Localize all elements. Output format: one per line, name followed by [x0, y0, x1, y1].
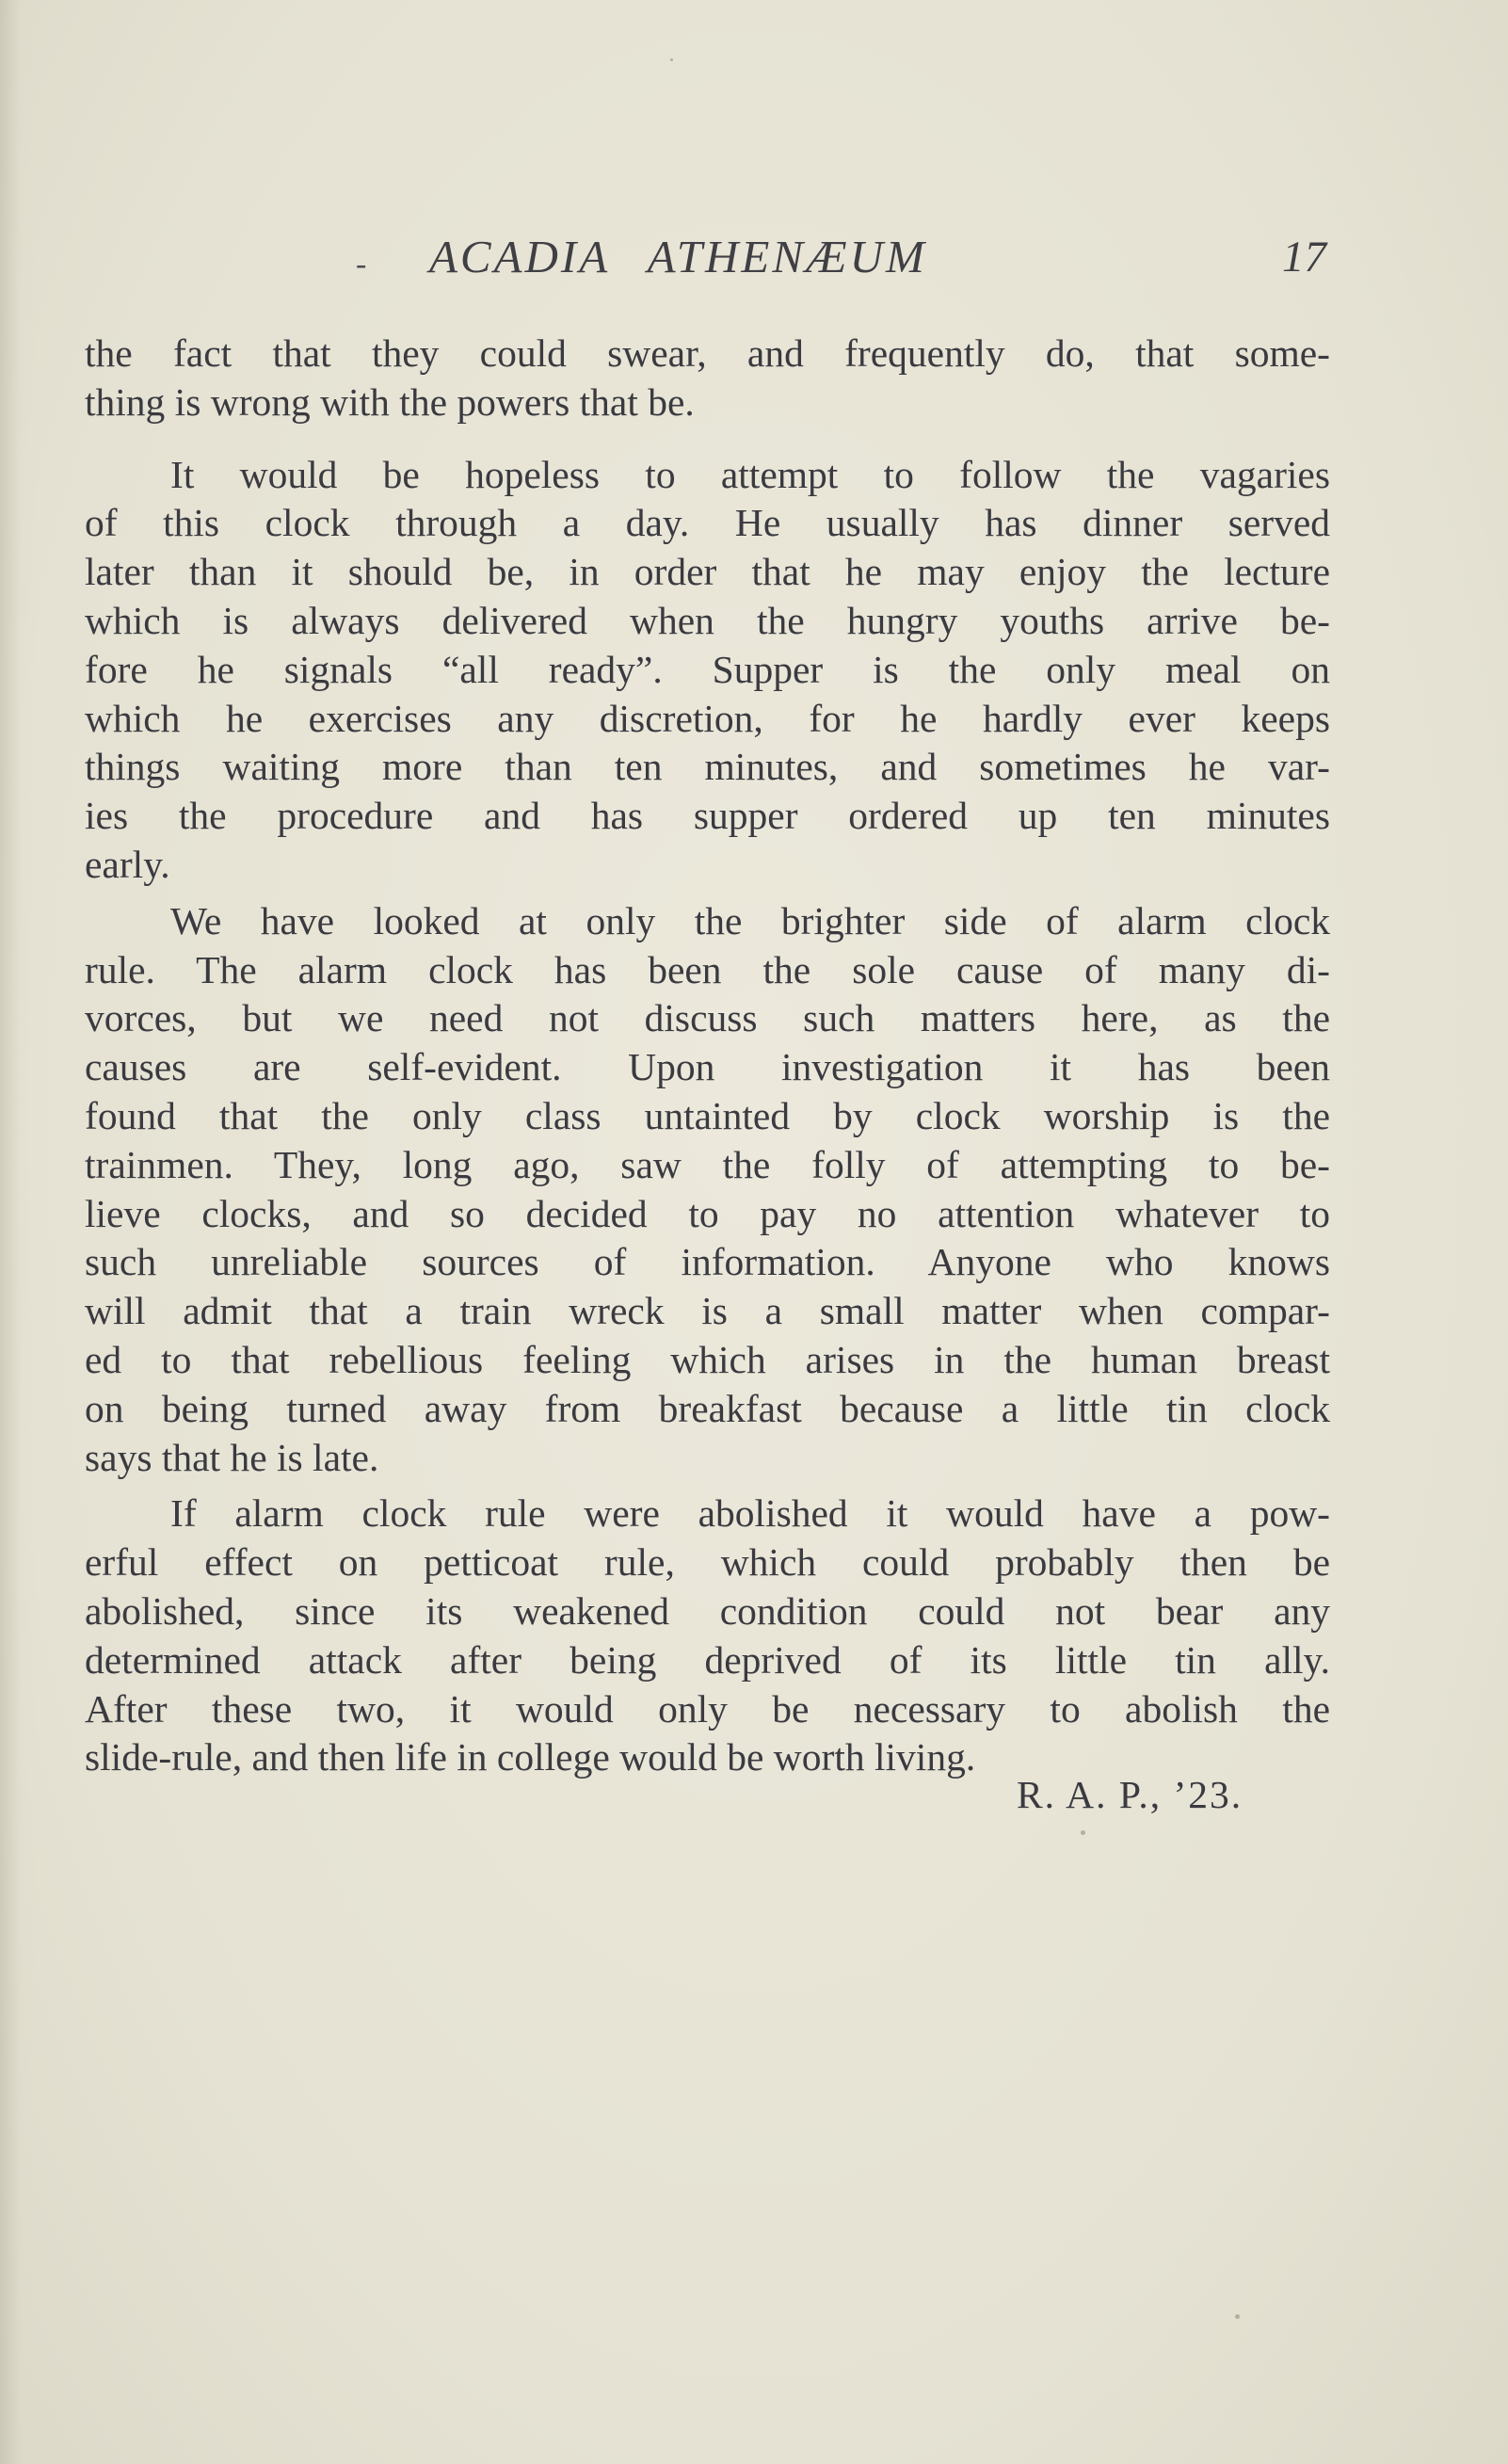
paper-speck: [1081, 1830, 1085, 1835]
text-line: things waiting more than ten minutes, and sometimes he var-: [85, 745, 1330, 789]
text-line: determined attack after being deprived of its little tin ally.: [85, 1637, 1330, 1682]
header-dash: -: [356, 247, 367, 282]
text-line: found that the only class untainted by clock worship is the: [85, 1093, 1330, 1137]
running-title: ACADIA ATHENÆUM: [429, 231, 927, 282]
text-line: We have looked at only the brighter side of alarm clock: [170, 898, 1330, 942]
text-line: abolished, since its weakened condition could not bear any: [85, 1588, 1330, 1633]
text-line: rule. The alarm clock has been the sole cause of many di-: [85, 947, 1330, 991]
text-line: ies the procedure and has supper ordered up ten minutes: [85, 794, 1330, 838]
page-number: 17: [1282, 233, 1326, 282]
text-line: lieve clocks, and so decided to pay no attention whatever to: [85, 1191, 1330, 1235]
text-line: trainmen. They, long ago, saw the folly of attempting to be-: [85, 1142, 1330, 1186]
text-line: causes are self-evident. Upon investigation it has been: [85, 1045, 1330, 1089]
text-line: later than it should be, in order that he may enjoy the lecture: [85, 550, 1330, 594]
text-line: which is always delivered when the hungry youths arrive be-: [85, 598, 1330, 642]
text-line: It would be hopeless to attempt to follow the vagaries: [170, 452, 1330, 496]
text-line: After these two, it would only be necessary to abolish the: [85, 1686, 1330, 1731]
page-header: [0, 230, 1508, 286]
article-body: [85, 330, 1330, 1782]
text-line: on being turned away from breakfast because a little tin clock: [85, 1386, 1330, 1430]
text-line: If alarm clock rule were abolished it would have a pow-: [170, 1491, 1330, 1536]
text-line: will admit that a train wreck is a small matter when compar-: [85, 1289, 1330, 1333]
text-line: the fact that they could swear, and frequently do, that some-: [85, 331, 1330, 375]
text-line: early.: [85, 842, 170, 886]
text-line: vorces, but we need not discuss such matters here, as the: [85, 996, 1330, 1040]
text-line: fore he signals “all ready”. Supper is the only meal on: [85, 647, 1330, 691]
text-line: says that he is late.: [85, 1435, 379, 1479]
paper-speck: [670, 58, 673, 61]
paper-speck: [1235, 2314, 1240, 2319]
text-line: thing is wrong with the powers that be.: [85, 379, 695, 424]
text-line: of this clock through a day. He usually has dinner served: [85, 501, 1330, 545]
author-signature: R. A. P., ’23.: [1017, 1773, 1243, 1816]
text-line: erful effect on petticoat rule, which could probably then be: [85, 1540, 1330, 1585]
text-line: which he exercises any discretion, for he hardly ever keeps: [85, 696, 1330, 740]
text-line: ed to that rebellious feeling which arises in the human breast: [85, 1337, 1330, 1381]
text-line: such unreliable sources of information. Anyone who knows: [85, 1240, 1330, 1284]
text-line: slide-rule, and then life in college would be worth living.: [85, 1735, 976, 1780]
